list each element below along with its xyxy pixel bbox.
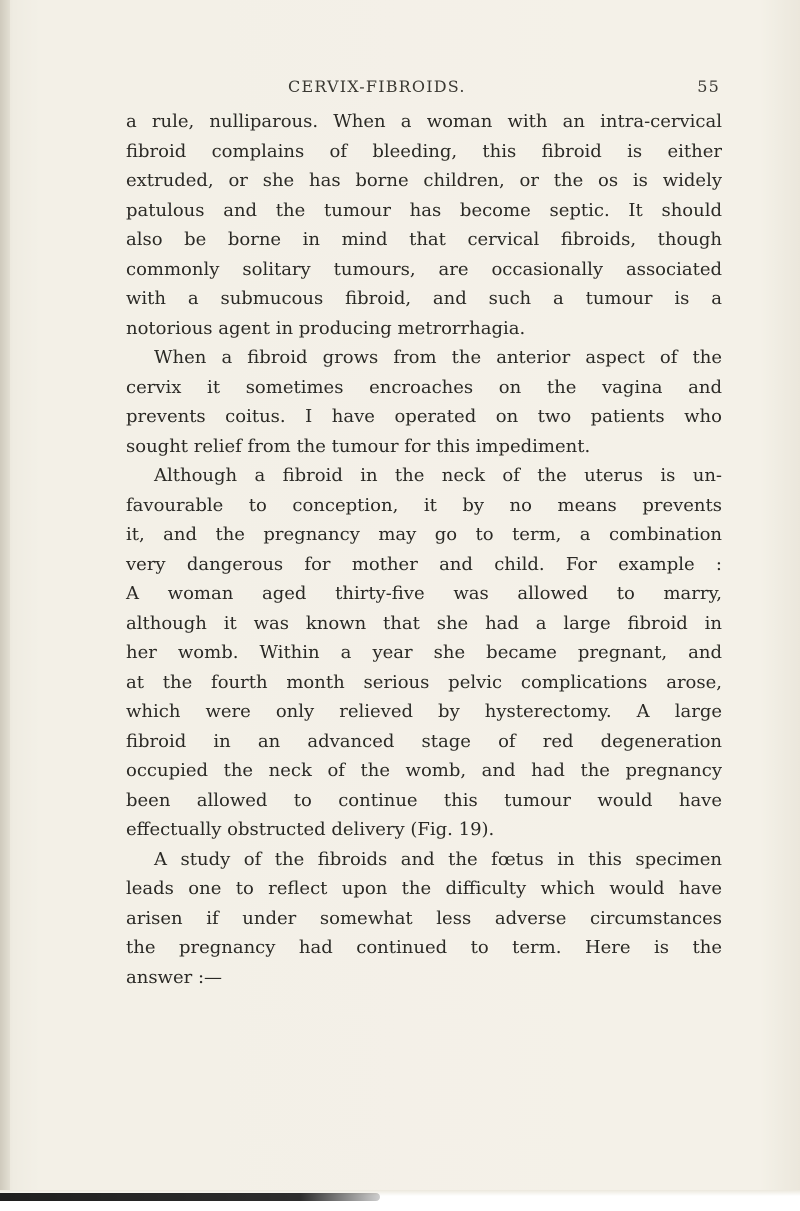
- text-line: Although a fibroid in the neck of the uterus is un-: [154, 465, 722, 486]
- text-line: sought relief from the tumour for this impediment.: [126, 435, 591, 457]
- text-line: A study of the fibroids and the fœtus in this specimen: [154, 848, 722, 870]
- page-header: [100, 77, 720, 101]
- text-line: commonly solitary tumours, are occasionally associated: [126, 258, 722, 280]
- text-line: A woman aged thirty-five was allowed to marry,: [126, 583, 722, 604]
- text-line: at the fourth month serious pelvic complications arose,: [126, 671, 722, 693]
- body-text: [126, 107, 722, 992]
- scan-edge-bar: [0, 1193, 380, 1201]
- text-line: cervix it sometimes encroaches on the vagina and: [126, 376, 722, 398]
- text-line: answer :—: [126, 966, 223, 988]
- text-line: also be borne in mind that cervical fibroids, though: [126, 229, 722, 250]
- text-line: a rule, nulliparous. When a woman with an intra-cervical: [126, 111, 722, 132]
- text-line: arisen if under somewhat less adverse circumstances: [126, 907, 722, 929]
- text-line: notorious agent in producing metrorrhagia.: [126, 317, 526, 339]
- text-line: favourable to conception, it by no means prevents: [126, 494, 722, 516]
- text-line: the pregnancy had continued to term. Here is the: [126, 937, 722, 958]
- text-line: fibroid complains of bleeding, this fibroid is either: [126, 140, 722, 162]
- text-line: with a submucous fibroid, and such a tumour is a: [126, 288, 722, 309]
- text-line: fibroid in an advanced stage of red degeneration: [126, 730, 722, 752]
- text-line: leads one to reflect upon the difficulty which would have: [126, 878, 722, 899]
- text-line: although it was known that she had a large fibroid in: [126, 612, 722, 634]
- running-title: CERVIX-FIBROIDS.: [288, 77, 466, 96]
- text-line: it, and the pregnancy may go to term, a combination: [126, 524, 722, 545]
- text-line: her womb. Within a year she became pregnant, and: [126, 642, 722, 663]
- text-line: been allowed to continue this tumour would have: [126, 789, 722, 811]
- gutter-shadow: [0, 0, 10, 1211]
- text-line: very dangerous for mother and child. For example :: [126, 553, 722, 575]
- text-line: patulous and the tumour has become septic. It should: [126, 199, 722, 221]
- text-line: occupied the neck of the womb, and had the pregnancy: [126, 760, 722, 781]
- text-line: prevents coitus. I have operated on two patients who: [126, 406, 722, 427]
- page-number: 55: [697, 77, 720, 96]
- text-line: which were only relieved by hysterectomy. A large: [126, 701, 722, 722]
- text-line: extruded, or she has borne children, or the os is widely: [126, 170, 722, 191]
- text-line: When a fibroid grows from the anterior aspect of the: [154, 347, 722, 368]
- text-line: effectually obstructed delivery (Fig. 19).: [126, 819, 495, 840]
